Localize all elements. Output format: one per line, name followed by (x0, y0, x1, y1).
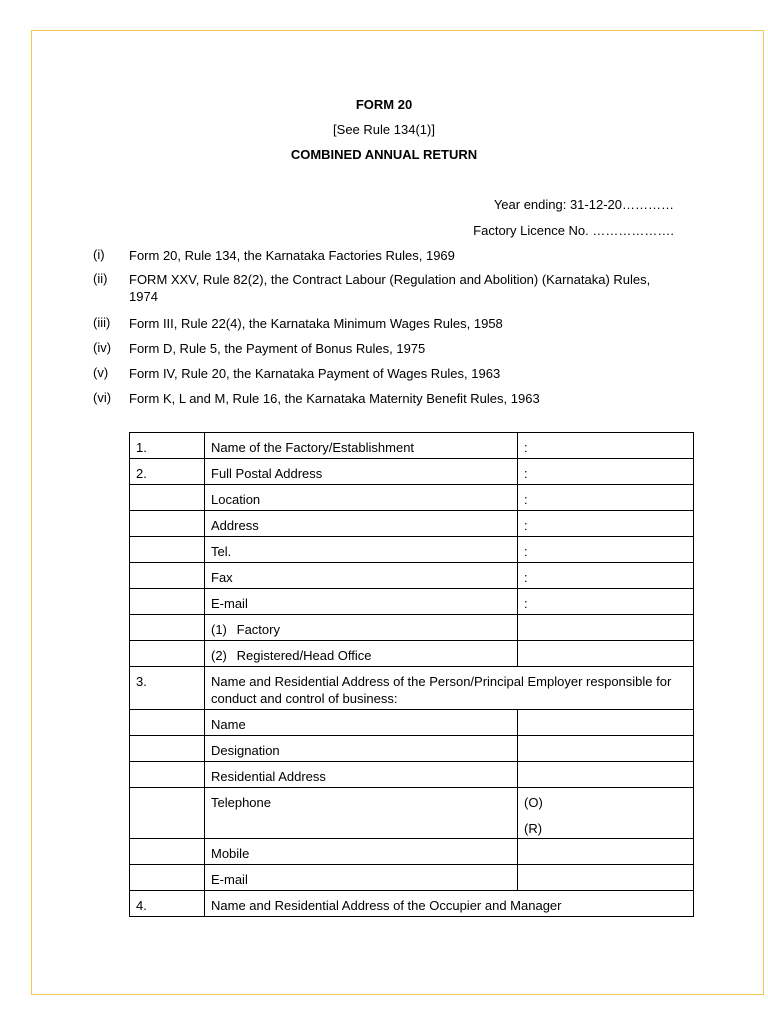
row-number (130, 589, 205, 615)
row-number (130, 485, 205, 511)
reference-number: (v) (93, 365, 109, 380)
reference-text: Form III, Rule 22(4), the Karnataka Minimum Wages Rules, 1958 (129, 316, 503, 331)
row-label: E-mail (205, 865, 518, 891)
factory-licence-no: Factory Licence No. ………………. (473, 223, 674, 238)
sub-number: (1) (211, 622, 227, 637)
table-row (130, 511, 694, 537)
reference-number: (iii) (93, 315, 111, 330)
row-number (130, 537, 205, 563)
reference-number: (iv) (93, 340, 112, 355)
row-value-field[interactable] (518, 710, 694, 736)
table-row (130, 563, 694, 589)
row-label: Tel. (205, 537, 518, 563)
row-value-field[interactable]: : (518, 485, 694, 511)
table-row (130, 667, 694, 710)
reference-text: Form D, Rule 5, the Payment of Bonus Rules, 1975 (129, 341, 426, 356)
row-label: Name and Residential Address of the Occupier and Manager (205, 891, 694, 917)
row-value-field[interactable]: : (518, 537, 694, 563)
row-number: 2. (130, 459, 205, 485)
row-value-field[interactable] (518, 641, 694, 667)
reference-number: (i) (93, 247, 105, 262)
row-number (130, 865, 205, 891)
reference-number: (ii) (93, 271, 108, 286)
rule-reference: [See Rule 134(1)] (333, 122, 435, 137)
row-label: Name and Residential Address of the Person/Principal Employer responsible for conduct and control of business: (205, 667, 694, 710)
row-value-field[interactable]: : (518, 459, 694, 485)
row-value-field[interactable] (518, 839, 694, 865)
row-label: Designation (205, 736, 518, 762)
row-value-field[interactable] (518, 615, 694, 641)
table-row (130, 641, 694, 667)
row-value-field[interactable] (518, 865, 694, 891)
row-label: Full Postal Address (205, 459, 518, 485)
table-row (130, 710, 694, 736)
row-value-field[interactable]: : (518, 433, 694, 459)
sub-label: Registered/Head Office (236, 648, 372, 663)
row-number (130, 615, 205, 641)
table-row (130, 839, 694, 865)
telephone-value-field[interactable] (518, 788, 694, 839)
table-row (130, 865, 694, 891)
row-number (130, 511, 205, 537)
reference-number: (vi) (93, 390, 112, 405)
row-label: Name (205, 710, 518, 736)
telephone-office: (O) (524, 795, 543, 810)
row-number (130, 710, 205, 736)
row-sub-label (205, 615, 518, 641)
row-number (130, 788, 205, 839)
row-number (130, 641, 205, 667)
table-row (130, 459, 694, 485)
row-label: Name of the Factory/Establishment (205, 433, 518, 459)
reference-text: Form K, L and M, Rule 16, the Karnataka Maternity Benefit Rules, 1963 (129, 391, 540, 406)
sub-label: Factory (236, 622, 280, 637)
row-number: 4. (130, 891, 205, 917)
reference-text: Form IV, Rule 20, the Karnataka Payment of Wages Rules, 1963 (129, 366, 501, 381)
row-number: 1. (130, 433, 205, 459)
row-label: Mobile (205, 839, 518, 865)
row-label: Fax (205, 563, 518, 589)
table-row (130, 736, 694, 762)
reference-text: FORM XXV, Rule 82(2), the Contract Labour (Regulation and Abolition) (Karnataka) Rules, 1974 (129, 272, 651, 304)
row-label: Telephone (205, 788, 518, 839)
row-number (130, 762, 205, 788)
reference-text: Form 20, Rule 134, the Karnataka Factories Rules, 1969 (129, 248, 455, 263)
row-label: Location (205, 485, 518, 511)
table-row (130, 762, 694, 788)
table-row (130, 433, 694, 459)
row-value-field[interactable]: : (518, 511, 694, 537)
row-number (130, 736, 205, 762)
table-row (130, 589, 694, 615)
table-row (130, 788, 694, 839)
return-details-table (129, 432, 694, 917)
sub-number: (2) (211, 648, 227, 663)
row-value-field[interactable] (518, 736, 694, 762)
telephone-residence: (R) (524, 821, 543, 836)
form-title: FORM 20 (355, 97, 413, 112)
table-row (130, 891, 694, 917)
row-value-field[interactable]: : (518, 563, 694, 589)
row-value-field[interactable]: : (518, 589, 694, 615)
table-row (130, 537, 694, 563)
row-number (130, 839, 205, 865)
row-label: Residential Address (205, 762, 518, 788)
row-number (130, 563, 205, 589)
row-value-field[interactable] (518, 762, 694, 788)
table-row (130, 485, 694, 511)
row-label: Address (205, 511, 518, 537)
form-heading: COMBINED ANNUAL RETURN (290, 147, 478, 162)
row-sub-label (205, 641, 518, 667)
row-label: E-mail (205, 589, 518, 615)
table-row (130, 615, 694, 641)
row-number: 3. (130, 667, 205, 710)
year-ending: Year ending: 31-12-20………… (493, 197, 674, 212)
